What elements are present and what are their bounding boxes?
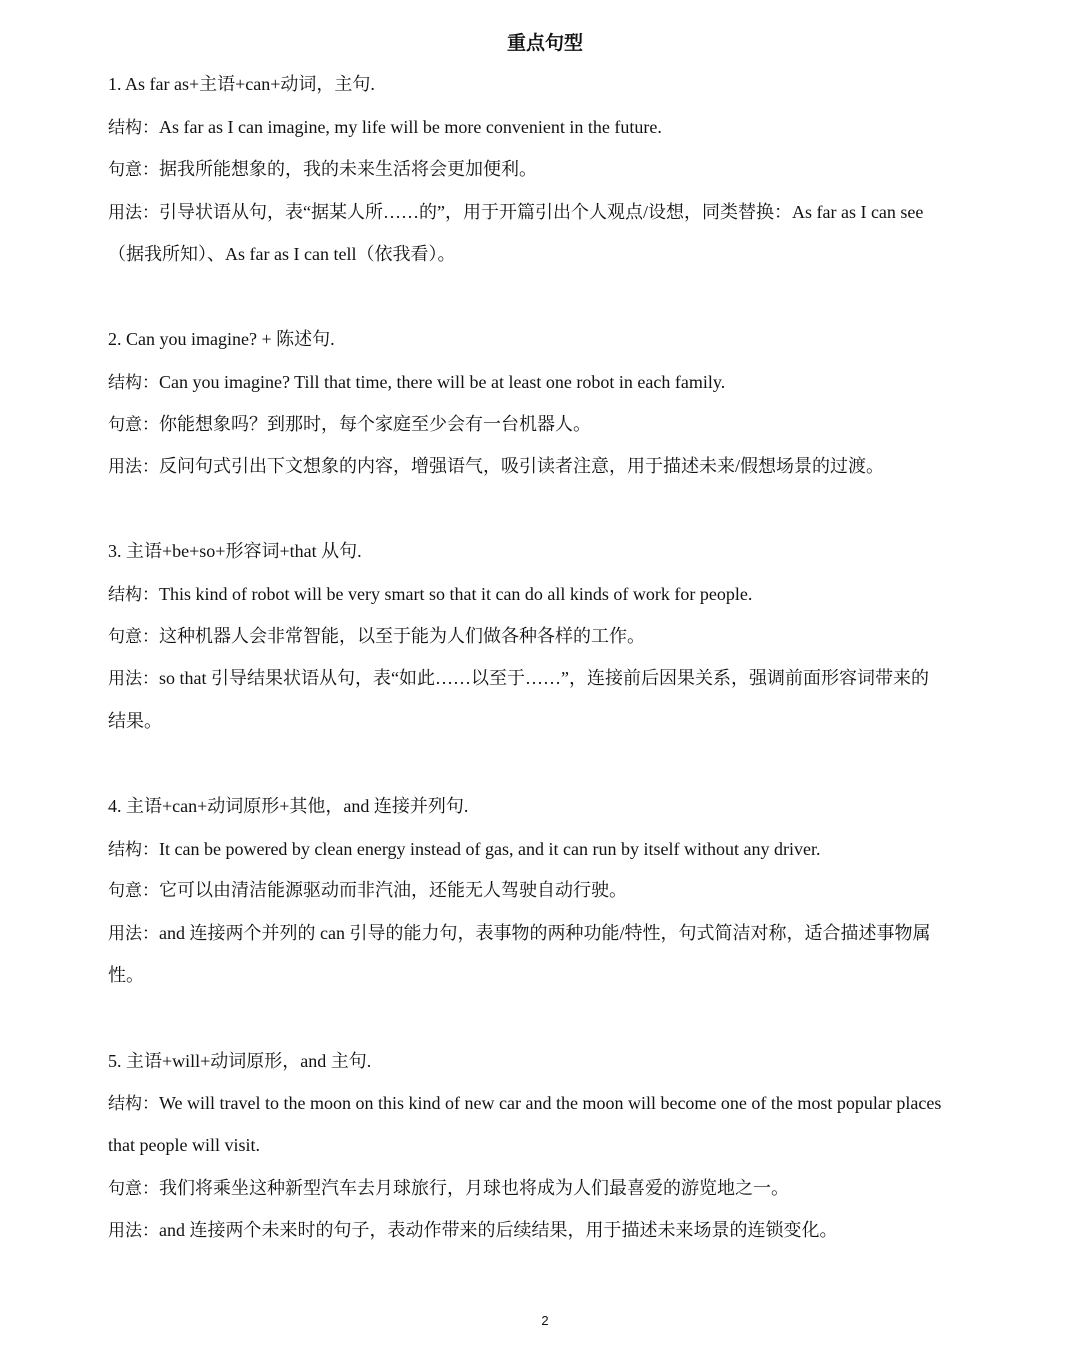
structure-line — [108, 836, 988, 863]
structure-text: It can be powered by clean energy instead of gas, and it can run by itself without any driver. — [159, 839, 821, 859]
structure-label: 结构： — [108, 118, 159, 138]
meaning-label: 句意： — [108, 160, 159, 180]
structure-line — [108, 114, 988, 141]
usage-line — [108, 920, 988, 947]
structure-label: 结构： — [108, 1094, 159, 1114]
structure-line — [108, 369, 988, 396]
pattern-heading: 1. As far as+主语+can+动词，主句. — [108, 74, 375, 94]
usage-text: and 连接两个未来时的句子，表动作带来的后续结果，用于描述未来场景的连锁变化。 — [159, 1220, 838, 1240]
meaning-text: 它可以由清洁能源驱动而非汽油，还能无人驾驶自动行驶。 — [159, 880, 627, 900]
usage-continuation: （据我所知）、As far as I can tell（依我看）。 — [108, 244, 456, 264]
meaning-label: 句意： — [108, 1179, 159, 1199]
usage-line — [108, 199, 988, 226]
structure-label: 结构： — [108, 373, 159, 393]
meaning-label: 句意： — [108, 881, 159, 901]
page-title: 重点句型 — [506, 32, 583, 54]
page-number: 2 — [541, 1313, 549, 1328]
meaning-line — [108, 877, 988, 904]
structure-line — [108, 581, 988, 608]
pattern-heading: 2. Can you imagine? + 陈述句. — [108, 329, 335, 349]
usage-line — [108, 665, 988, 692]
structure-continuation: that people will visit. — [108, 1135, 260, 1155]
pattern-heading: 3. 主语+be+so+形容词+that 从句. — [108, 541, 362, 561]
meaning-text: 你能想象吗？到那时，每个家庭至少会有一台机器人。 — [159, 414, 591, 434]
structure-label: 结构： — [108, 585, 159, 605]
meaning-line — [108, 411, 988, 438]
usage-text: and 连接两个并列的 can 引导的能力句，表事物的两种功能/特性，句式简洁对称，适合描述事物属 — [159, 923, 931, 943]
usage-line — [108, 453, 988, 480]
usage-label: 用法： — [108, 457, 159, 477]
usage-continuation: 结果。 — [108, 711, 162, 731]
meaning-label: 句意： — [108, 627, 159, 647]
usage-line — [108, 1217, 988, 1244]
meaning-text: 据我所能想象的，我的未来生活将会更加便利。 — [159, 159, 537, 179]
usage-text: 反问句式引出下文想象的内容，增强语气，吸引读者注意，用于描述未来/假想场景的过渡。 — [159, 456, 884, 476]
structure-label: 结构： — [108, 840, 159, 860]
usage-label: 用法： — [108, 669, 159, 689]
pattern-heading: 4. 主语+can+动词原形+其他，and 连接并列句. — [108, 796, 469, 816]
meaning-line — [108, 1175, 988, 1202]
meaning-line — [108, 156, 988, 183]
meaning-text: 我们将乘坐这种新型汽车去月球旅行，月球也将成为人们最喜爱的游览地之一。 — [159, 1178, 789, 1198]
usage-label: 用法： — [108, 203, 159, 223]
meaning-label: 句意： — [108, 415, 159, 435]
meaning-text: 这种机器人会非常智能，以至于能为人们做各种各样的工作。 — [159, 626, 645, 646]
usage-text: 引导状语从句，表“据某人所……的”，用于开篇引出个人观点/设想，同类替换：As far as I can see — [159, 202, 924, 222]
structure-text: This kind of robot will be very smart so that it can do all kinds of work for people. — [159, 584, 753, 604]
usage-label: 用法： — [108, 924, 159, 944]
usage-label: 用法： — [108, 1221, 159, 1241]
meaning-line — [108, 623, 988, 650]
structure-line — [108, 1090, 988, 1117]
usage-continuation: 性。 — [108, 965, 144, 985]
structure-text: Can you imagine? Till that time, there will be at least one robot in each family. — [159, 372, 726, 392]
pattern-heading: 5. 主语+will+动词原形，and 主句. — [108, 1051, 372, 1071]
usage-text: so that 引导结果状语从句，表“如此……以至于……”，连接前后因果关系，强调前面形容词带来的 — [159, 668, 929, 688]
structure-text: We will travel to the moon on this kind of new car and the moon will become one of the most popular places — [159, 1093, 942, 1113]
structure-text: As far as I can imagine, my life will be more convenient in the future. — [159, 117, 662, 137]
